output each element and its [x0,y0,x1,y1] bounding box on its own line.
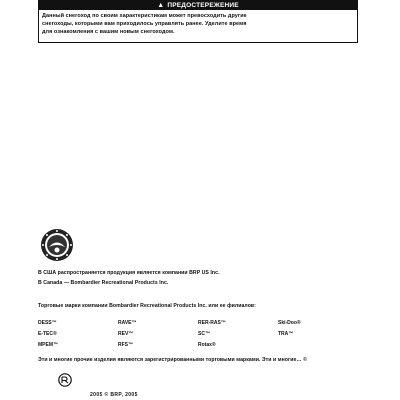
trademark-item: E-TEC® [38,331,57,337]
warning-header [39,1,357,10]
distribution-line: В Canada — Bombardier Recreational Products Inc. [38,280,169,286]
trademark-grid [38,320,348,348]
warning-line: Данный снегоход по своим характеристикам может превосходить другие [42,13,247,19]
trademark-item: SC™ [198,331,210,337]
distribution-line: В США распространяется продукция является компании BRP US Inc. [38,270,220,276]
certification-mark-icon [58,373,72,387]
warning-box [38,0,358,43]
footer-text: 2005 © BRP, 2005 [90,392,138,398]
warning-triangle-icon: ▲ [157,2,165,9]
trademark-item: Rotax® [198,342,216,348]
warning-line: снегоходы, которыми вам приходилось управлять ранее. Уделите время [42,21,247,27]
trademark-item: TRA™ [278,331,294,337]
trademark-item: Ski-Doo® [278,320,301,326]
warning-title: ПРЕДОСТЕРЕЖЕНИЕ [167,2,239,9]
trademarks-note: Эти и многие прочие изделия являются зарегистрированными торговыми марками. Эти и многие… © [38,357,307,363]
trademarks-intro: Торговые марки компании Bombardier Recreational Products Inc. или ее филиалов: [38,303,256,309]
trademark-item: RER-RAS™ [198,320,226,326]
brp-seal-icon [40,228,74,262]
warning-line: для ознакомления с вашим новым снегоходом. [42,29,175,35]
warning-body [39,10,357,36]
trademark-item: MPEM™ [38,342,58,348]
trademark-item: REV™ [118,331,134,337]
trademark-item: DESS™ [38,320,57,326]
trademark-item: RFS™ [118,342,133,348]
trademark-item [278,342,358,348]
trademark-item: RAVE™ [118,320,137,326]
